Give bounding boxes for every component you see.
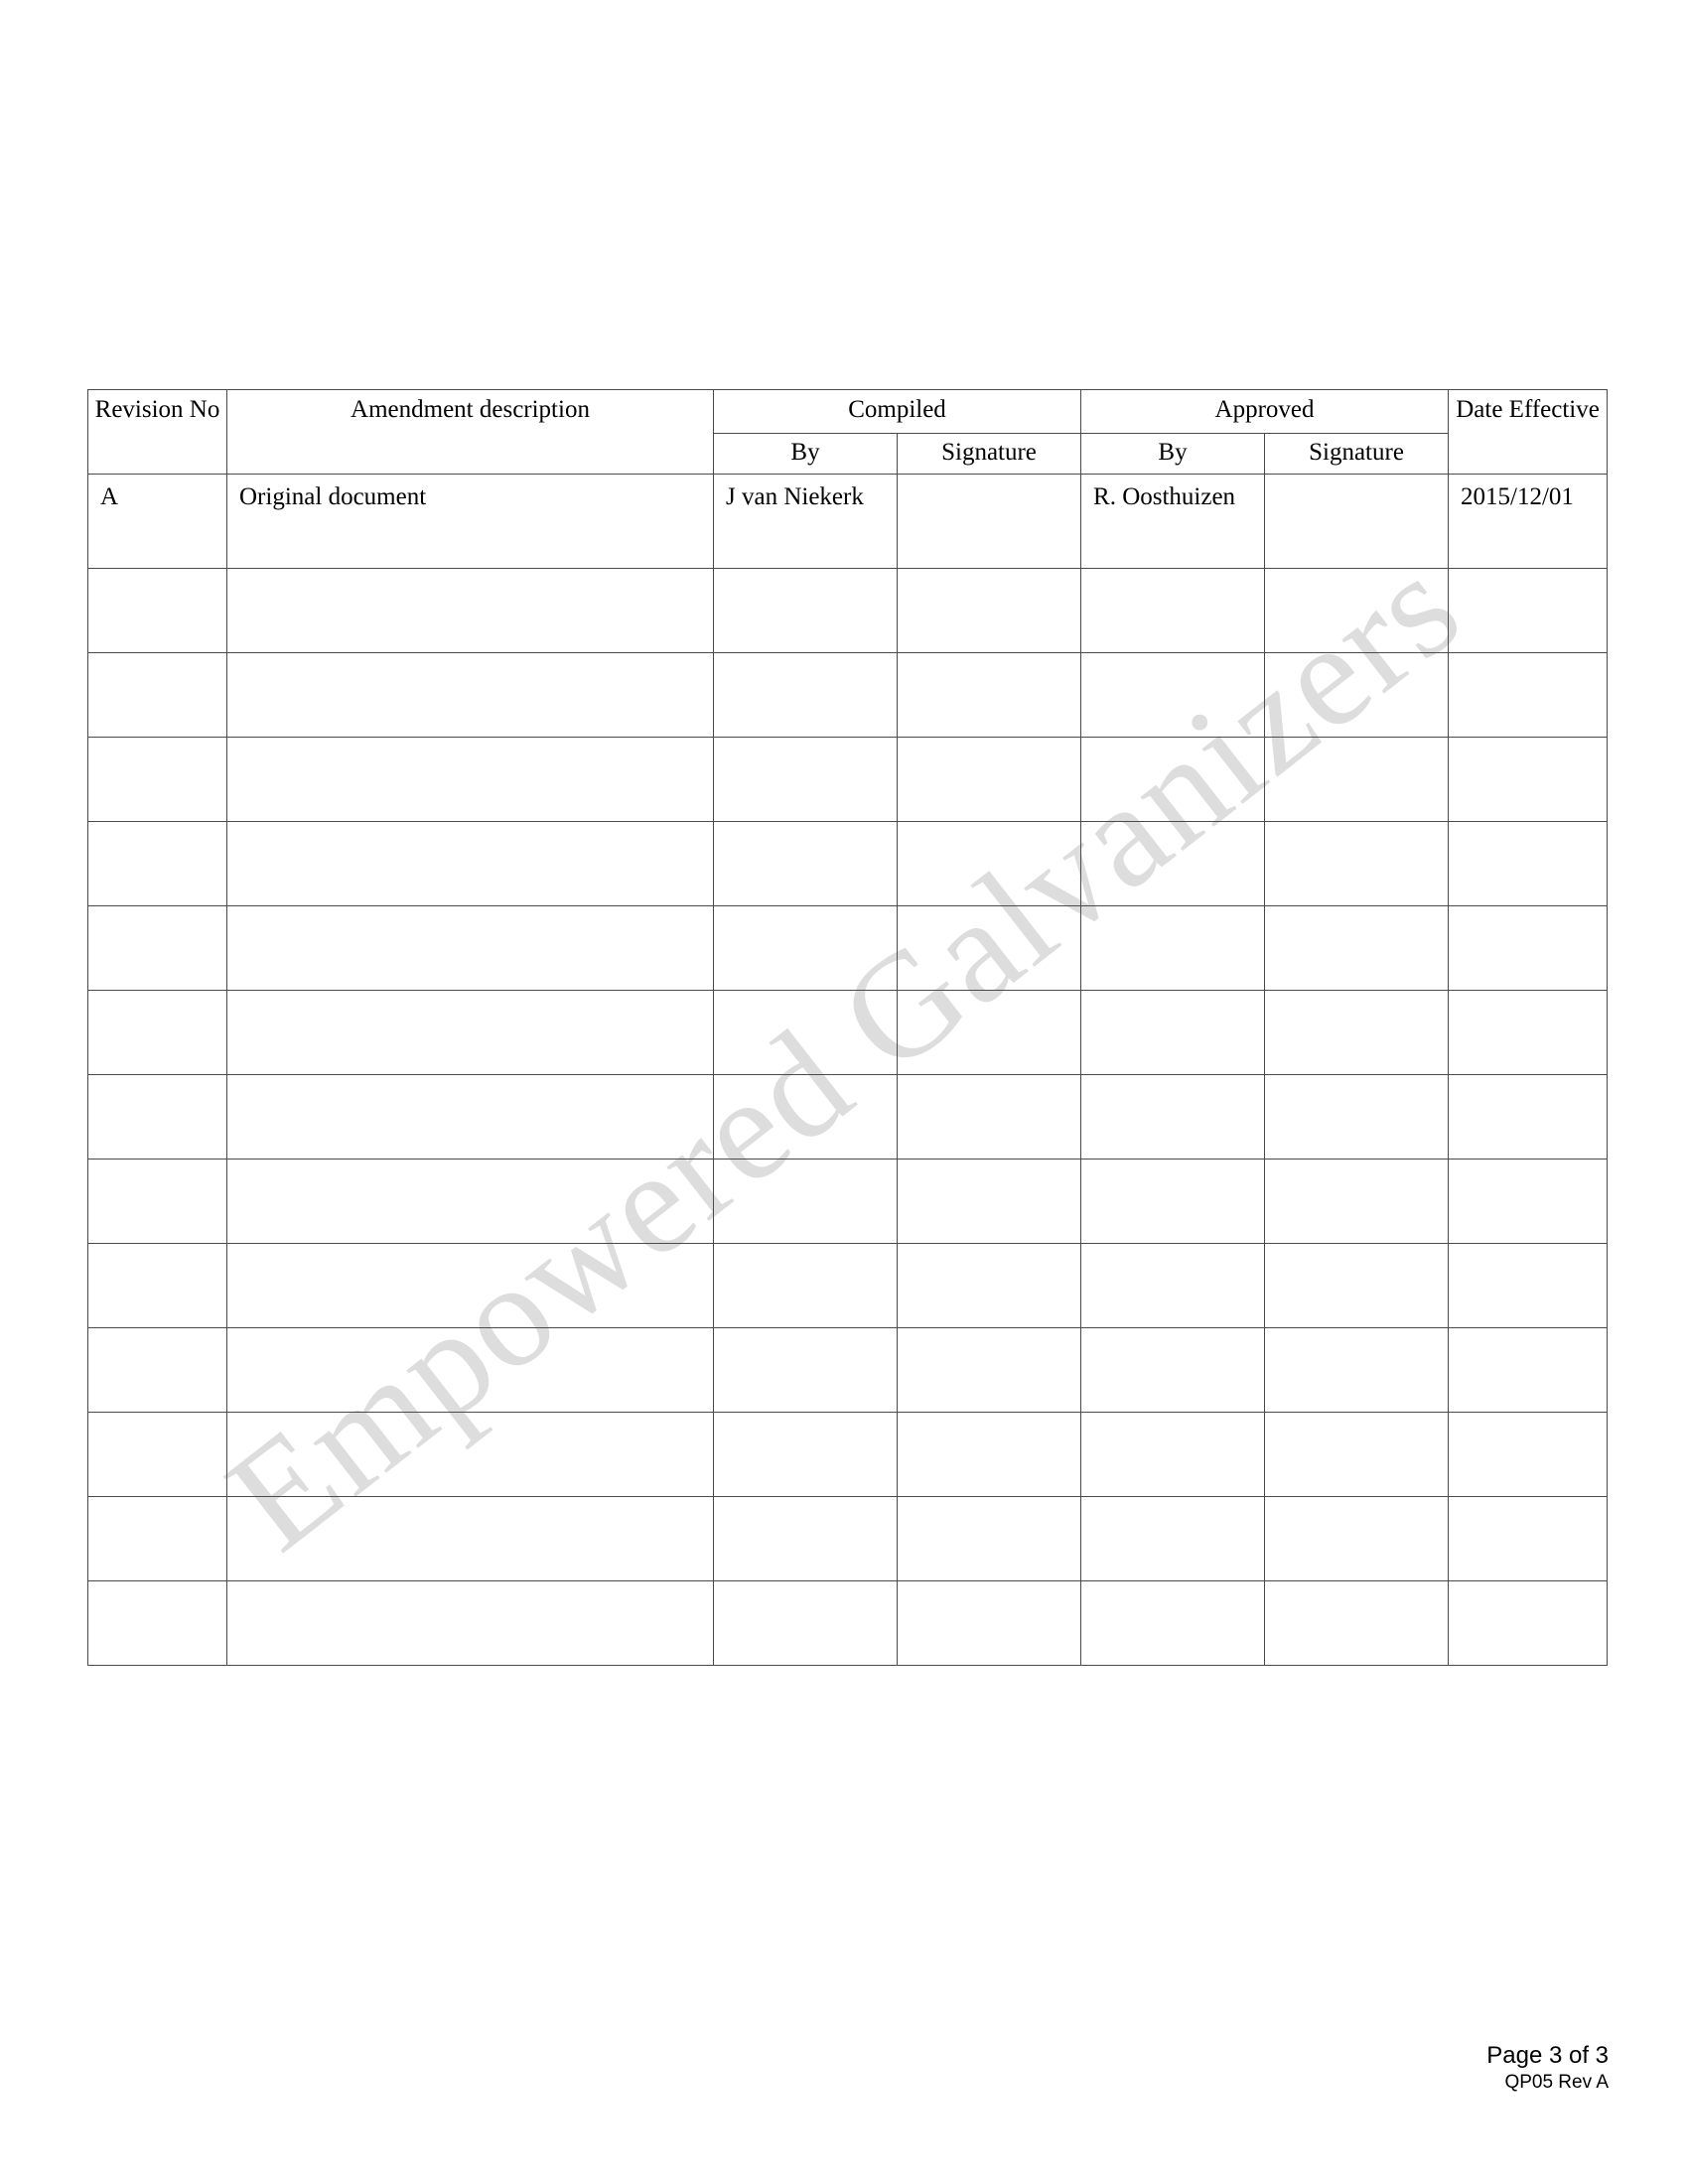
cell-approved-by	[1081, 737, 1265, 821]
cell-date-effective	[1449, 1243, 1608, 1327]
cell-date-effective	[1449, 1496, 1608, 1580]
cell-date-effective: 2015/12/01	[1449, 474, 1608, 568]
cell-compiled-by	[714, 1496, 898, 1580]
cell-date-effective	[1449, 1412, 1608, 1496]
table-row	[88, 1243, 1608, 1327]
cell-revision-no	[88, 652, 227, 737]
cell-date-effective	[1449, 905, 1608, 990]
cell-amendment-description	[227, 1243, 714, 1327]
cell-amendment-description	[227, 737, 714, 821]
cell-date-effective	[1449, 737, 1608, 821]
header-amendment-description: Amendment description	[227, 390, 714, 475]
table-row	[88, 905, 1608, 990]
table-row	[88, 737, 1608, 821]
cell-revision-no: A	[88, 474, 227, 568]
table-row	[88, 1074, 1608, 1159]
cell-approved-signature	[1265, 1159, 1449, 1243]
cell-compiled-signature	[898, 1412, 1081, 1496]
cell-compiled-by	[714, 1327, 898, 1412]
watermark-text: Empowered Galvanizers	[198, 522, 1490, 1582]
cell-compiled-signature	[898, 1159, 1081, 1243]
cell-compiled-by	[714, 1159, 898, 1243]
cell-approved-by	[1081, 821, 1265, 905]
table-row	[88, 1496, 1608, 1580]
cell-amendment-description	[227, 1159, 714, 1243]
table-row	[88, 652, 1608, 737]
cell-compiled-by	[714, 821, 898, 905]
cell-approved-by	[1081, 568, 1265, 652]
table-row	[88, 568, 1608, 652]
cell-revision-no	[88, 1412, 227, 1496]
cell-amendment-description	[227, 821, 714, 905]
table-row	[88, 1412, 1608, 1496]
cell-date-effective	[1449, 1580, 1608, 1665]
cell-compiled-signature	[898, 821, 1081, 905]
cell-revision-no	[88, 1580, 227, 1665]
header-date-effective: Date Effective	[1449, 390, 1608, 475]
cell-compiled-signature	[898, 568, 1081, 652]
header-approved-signature: Signature	[1265, 433, 1449, 474]
cell-compiled-by	[714, 568, 898, 652]
cell-compiled-by	[714, 1074, 898, 1159]
cell-revision-no	[88, 1159, 227, 1243]
table-row	[88, 990, 1608, 1074]
cell-amendment-description	[227, 1074, 714, 1159]
cell-approved-by	[1081, 905, 1265, 990]
cell-compiled-by	[714, 990, 898, 1074]
table-row	[88, 474, 1608, 568]
cell-revision-no	[88, 568, 227, 652]
cell-amendment-description	[227, 1327, 714, 1412]
cell-approved-by	[1081, 1496, 1265, 1580]
cell-date-effective	[1449, 652, 1608, 737]
cell-revision-no	[88, 990, 227, 1074]
cell-compiled-by: J van Niekerk	[714, 474, 898, 568]
page-number-label: Page 3 of 3	[1486, 2042, 1609, 2070]
cell-compiled-signature	[898, 1496, 1081, 1580]
cell-approved-signature	[1265, 1412, 1449, 1496]
cell-approved-by	[1081, 1159, 1265, 1243]
cell-compiled-by	[714, 1412, 898, 1496]
header-approved: Approved	[1081, 390, 1449, 434]
cell-compiled-signature	[898, 905, 1081, 990]
cell-amendment-description	[227, 1580, 714, 1665]
cell-compiled-signature	[898, 474, 1081, 568]
header-approved-by: By	[1081, 433, 1265, 474]
document-reference-label: QP05 Rev A	[1504, 2072, 1609, 2094]
cell-approved-signature	[1265, 990, 1449, 1074]
cell-approved-signature	[1265, 652, 1449, 737]
cell-revision-no	[88, 1496, 227, 1580]
page-footer	[1486, 2041, 1609, 2095]
cell-date-effective	[1449, 1074, 1608, 1159]
cell-approved-signature	[1265, 1580, 1449, 1665]
cell-date-effective	[1449, 568, 1608, 652]
header-compiled-signature: Signature	[898, 433, 1081, 474]
cell-compiled-signature	[898, 1243, 1081, 1327]
cell-approved-by	[1081, 1327, 1265, 1412]
cell-revision-no	[88, 737, 227, 821]
cell-approved-signature	[1265, 1327, 1449, 1412]
cell-revision-no	[88, 1327, 227, 1412]
cell-compiled-signature	[898, 1580, 1081, 1665]
table-row	[88, 1580, 1608, 1665]
cell-approved-by	[1081, 652, 1265, 737]
cell-approved-signature	[1265, 1496, 1449, 1580]
header-compiled: Compiled	[714, 390, 1081, 434]
cell-approved-signature	[1265, 1243, 1449, 1327]
cell-compiled-by	[714, 1580, 898, 1665]
cell-approved-by	[1081, 1074, 1265, 1159]
cell-date-effective	[1449, 1159, 1608, 1243]
cell-compiled-signature	[898, 737, 1081, 821]
cell-approved-signature	[1265, 737, 1449, 821]
cell-amendment-description	[227, 990, 714, 1074]
cell-approved-by	[1081, 990, 1265, 1074]
header-revision-no: Revision No	[88, 390, 227, 475]
cell-date-effective	[1449, 1327, 1608, 1412]
cell-approved-by	[1081, 1243, 1265, 1327]
cell-compiled-by	[714, 905, 898, 990]
cell-compiled-signature	[898, 1327, 1081, 1412]
cell-approved-signature	[1265, 1074, 1449, 1159]
cell-compiled-signature	[898, 990, 1081, 1074]
header-compiled-by: By	[714, 433, 898, 474]
revision-history-table	[87, 389, 1607, 1666]
cell-compiled-signature	[898, 652, 1081, 737]
cell-amendment-description	[227, 905, 714, 990]
cell-compiled-by	[714, 1243, 898, 1327]
cell-approved-by: R. Oosthuizen	[1081, 474, 1265, 568]
cell-amendment-description	[227, 1496, 714, 1580]
cell-amendment-description	[227, 568, 714, 652]
cell-revision-no	[88, 905, 227, 990]
table-header-row-primary	[88, 390, 1608, 434]
cell-revision-no	[88, 1243, 227, 1327]
cell-amendment-description	[227, 1412, 714, 1496]
table-row	[88, 1159, 1608, 1243]
cell-amendment-description	[227, 652, 714, 737]
table-row	[88, 821, 1608, 905]
cell-approved-by	[1081, 1412, 1265, 1496]
cell-approved-by	[1081, 1580, 1265, 1665]
table-row	[88, 1327, 1608, 1412]
cell-revision-no	[88, 821, 227, 905]
cell-amendment-description: Original document	[227, 474, 714, 568]
cell-compiled-by	[714, 737, 898, 821]
cell-revision-no	[88, 1074, 227, 1159]
cell-approved-signature	[1265, 821, 1449, 905]
cell-approved-signature	[1265, 474, 1449, 568]
cell-date-effective	[1449, 821, 1608, 905]
cell-compiled-signature	[898, 1074, 1081, 1159]
cell-compiled-by	[714, 652, 898, 737]
cell-date-effective	[1449, 990, 1608, 1074]
cell-approved-signature	[1265, 568, 1449, 652]
cell-approved-signature	[1265, 905, 1449, 990]
